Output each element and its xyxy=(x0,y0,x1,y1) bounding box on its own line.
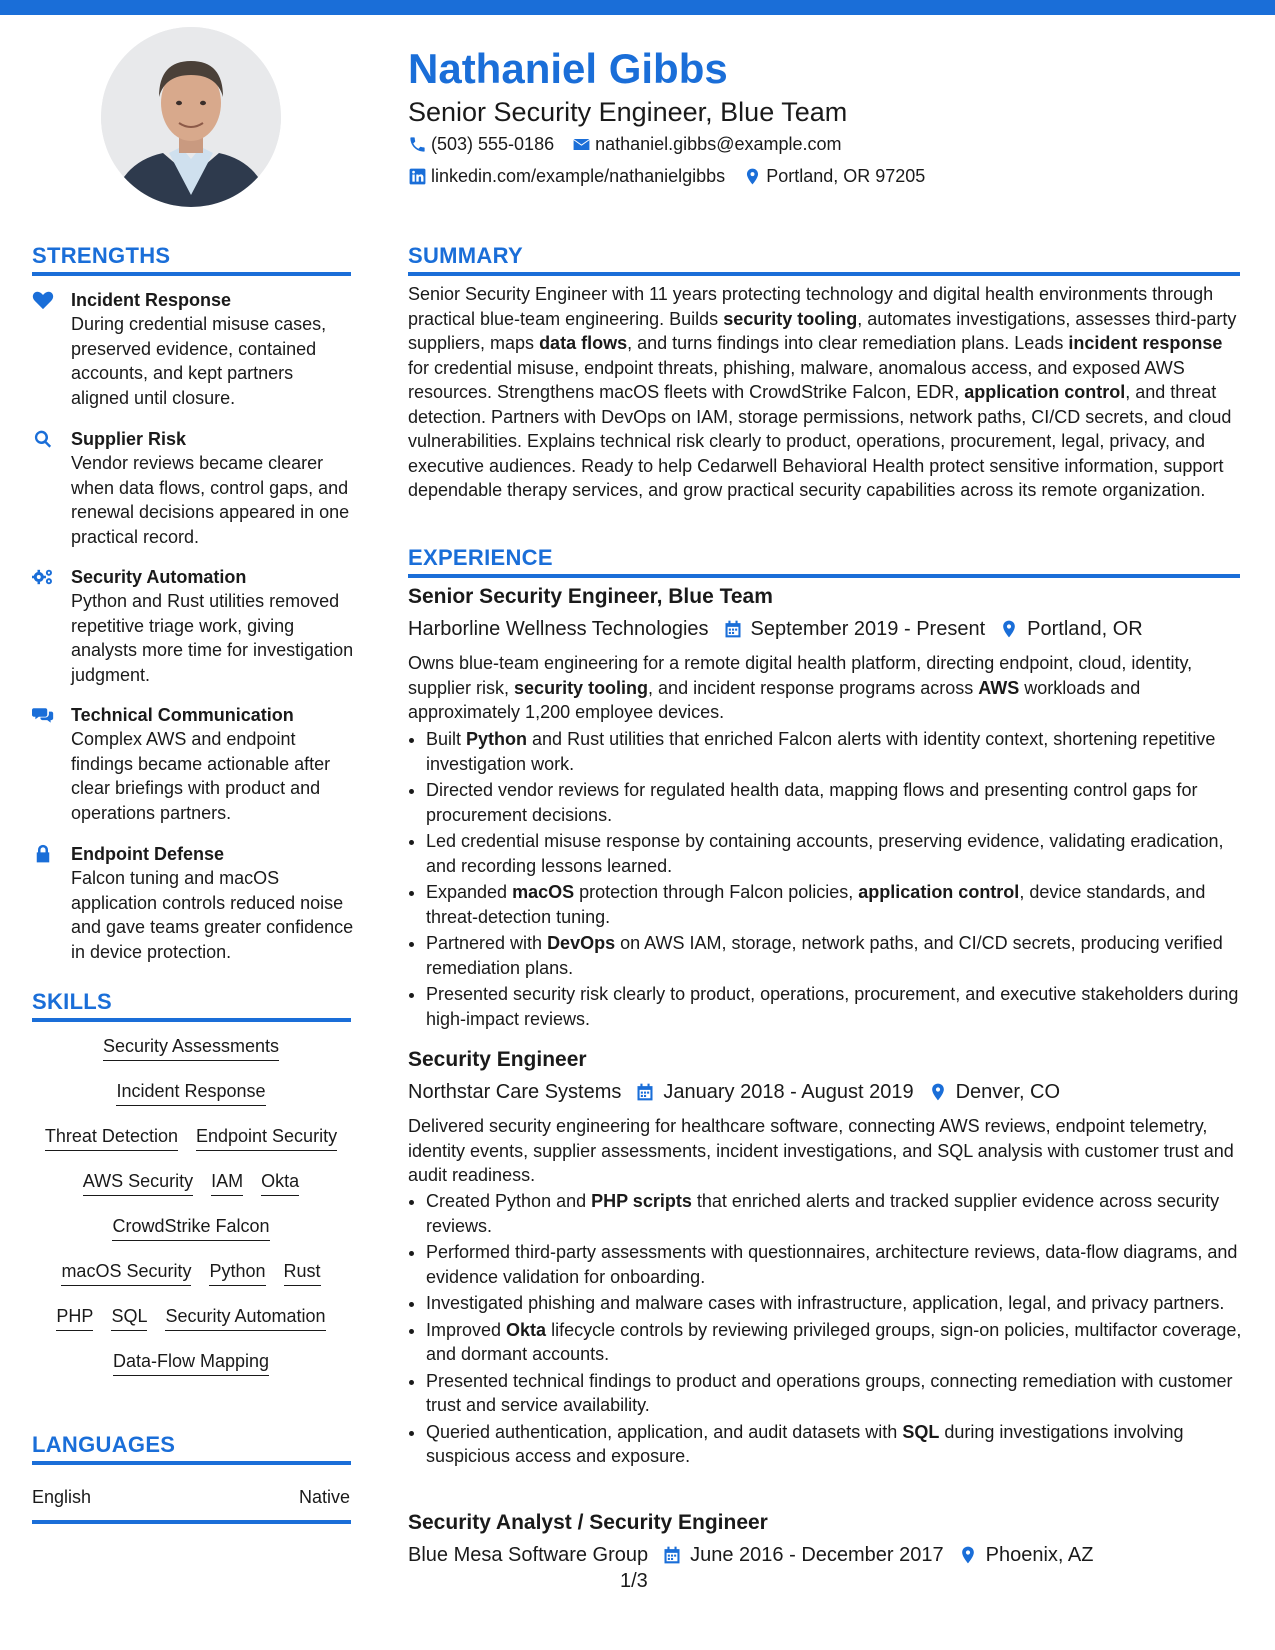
summary-heading: SUMMARY xyxy=(408,243,523,268)
job-bullet xyxy=(426,1369,1258,1418)
job-title: Security Engineer xyxy=(408,1048,587,1071)
summary-rule xyxy=(408,272,1240,276)
text-run: Senior Security Engineer with 11 years protecting technology and digital health environments through practical blue-team engineering. Builds xyxy=(408,284,1214,329)
strength-title: Endpoint Defense xyxy=(71,844,225,864)
job-location: Denver, CO xyxy=(955,1081,1061,1103)
text-run: Investigated phishing and malware cases with infrastructure, application, legal, and privacy partners. xyxy=(426,1293,1225,1313)
search-icon xyxy=(32,429,54,449)
phone-icon xyxy=(408,135,427,154)
text-run: and Rust utilities that enriched Falcon alerts with identity context, shortening repetitive investigation work. xyxy=(426,729,1216,774)
language-name: English xyxy=(32,1487,92,1507)
text-run: Led credential misuse response by containing accounts, preserving evidence, validating eradication, and recording lessons learned. xyxy=(426,831,1224,876)
job-bullet xyxy=(426,727,1258,776)
text-run: Delivered security engineering for healthcare software, connecting AWS reviews, endpoint telemetry, identity events, supplier assessments, incident investigations, and SQL analysis with customer trust and audit readiness. xyxy=(408,1116,1234,1185)
job-meta xyxy=(408,1542,1093,1568)
skill-tag: Threat Detection xyxy=(45,1124,178,1151)
phone-text: (503) 555-0186 xyxy=(431,134,555,154)
skill-tag: Rust xyxy=(284,1259,321,1286)
location-text: Portland, OR 97205 xyxy=(766,166,926,186)
job-description xyxy=(408,1114,1240,1188)
text-run: Built xyxy=(426,729,467,749)
text-run: Queried authentication, application, and audit datasets with xyxy=(426,1421,903,1442)
text-run: Improved xyxy=(426,1319,507,1340)
language-row xyxy=(32,1487,350,1508)
comments-icon xyxy=(32,705,54,725)
text-run: for credential misuse, endpoint threats, phishing, malware, anomalous access, and exposed AWS resources. Strengthens macOS fleets with CrowdStrike Falcon, EDR, xyxy=(408,357,1185,402)
job-bullets xyxy=(408,727,1258,1033)
page-number: 1/3 xyxy=(620,1570,648,1592)
job-bullet xyxy=(426,931,1258,980)
job-title: Security Analyst / Security Engineer xyxy=(408,1511,768,1534)
map-pin-icon xyxy=(743,167,762,186)
job-dates: June 2016 - December 2017 xyxy=(690,1544,944,1566)
skill-tag: PHP xyxy=(56,1304,93,1331)
strength-desc: Python and Rust utilities removed repetitive triage work, giving analysts more time for investigation judgment. xyxy=(71,591,354,685)
text-run: Performed third-party assessments with questionnaires, architecture reviews, data-flow diagrams, and evidence validation for onboarding. xyxy=(426,1242,1238,1287)
job-bullet xyxy=(426,1291,1258,1316)
skill-tag: Incident Response xyxy=(116,1079,265,1106)
strength-title: Security Automation xyxy=(71,567,247,587)
languages-heading: LANGUAGES xyxy=(32,1432,176,1457)
text-run: Presented security risk clearly to product, operations, procurement, and executive stakeholders during high-impact reviews. xyxy=(426,984,1239,1029)
job-bullet xyxy=(426,1420,1258,1469)
bold-keyword: data flows xyxy=(539,333,628,353)
experience-rule xyxy=(408,574,1240,578)
job-meta xyxy=(408,1079,1060,1105)
skill-tag: IAM xyxy=(211,1169,243,1196)
experience-heading: EXPERIENCE xyxy=(408,545,553,570)
map-pin-icon xyxy=(999,619,1019,639)
strength-desc: Falcon tuning and macOS application controls reduced noise and gave teams greater confidence in device protection. xyxy=(71,868,354,962)
contact-row-2 xyxy=(408,166,943,187)
job-bullet xyxy=(426,880,1258,929)
text-run: Directed vendor reviews for regulated health data, mapping flows and presenting control gaps for procurement decisions. xyxy=(426,780,1198,825)
job-bullet xyxy=(426,829,1258,878)
text-run: Owns blue-team engineering for a remote digital health platform, directing endpoint, cloud, identity, supplier risk, xyxy=(408,653,1193,698)
linkedin-icon xyxy=(408,167,427,186)
skill-tag: Security Automation xyxy=(165,1304,325,1331)
text-run: lifecycle controls by reviewing privileged groups, sign-on policies, multifactor coverage, and dormant accounts. xyxy=(426,1319,1242,1364)
bold-keyword: SQL xyxy=(902,1421,940,1442)
job-dates: September 2019 - Present xyxy=(750,618,986,640)
profile-photo xyxy=(101,27,281,207)
linkedin-contact[interactable] xyxy=(408,166,725,187)
bold-keyword: security tooling xyxy=(723,308,858,329)
skill-tag: Security Assessments xyxy=(103,1034,279,1061)
calendar-icon xyxy=(723,619,743,639)
strength-desc: Complex AWS and endpoint findings became actionable after clear briefings with product and operations partners. xyxy=(71,729,331,823)
text-run: workloads and approximately 1,200 employee devices. xyxy=(408,677,1141,722)
envelope-icon xyxy=(572,135,591,154)
bold-keyword: security tooling xyxy=(514,677,649,698)
languages-bottom-rule xyxy=(32,1520,351,1524)
language-level: Native xyxy=(298,1487,350,1507)
email-text[interactable]: nathaniel.gibbs@example.com xyxy=(595,134,842,154)
location-contact xyxy=(743,166,925,187)
job-company: Northstar Care Systems xyxy=(408,1081,622,1103)
skills-list xyxy=(32,1034,350,1394)
text-run: Expanded xyxy=(426,882,513,902)
job-company: Blue Mesa Software Group xyxy=(408,1544,649,1566)
skill-tag: Okta xyxy=(261,1169,299,1196)
linkedin-text[interactable]: linkedin.com/example/nathanielgibbs xyxy=(431,166,726,186)
skill-tag: macOS Security xyxy=(61,1259,191,1286)
skills-row xyxy=(32,1079,350,1124)
text-run: Partnered with xyxy=(426,933,548,953)
job-bullet xyxy=(426,1189,1258,1238)
bold-keyword: application control xyxy=(858,882,1020,902)
skills-row xyxy=(32,1304,350,1349)
bold-keyword: AWS xyxy=(978,677,1020,698)
skill-tag: CrowdStrike Falcon xyxy=(112,1214,269,1241)
job-dates: January 2018 - August 2019 xyxy=(663,1081,914,1103)
email-contact[interactable] xyxy=(572,134,841,155)
candidate-title: Senior Security Engineer, Blue Team xyxy=(408,97,848,127)
job-company: Harborline Wellness Technologies xyxy=(408,618,709,640)
bold-keyword: Python xyxy=(466,729,528,749)
skill-tag: Endpoint Security xyxy=(196,1124,337,1151)
strength-desc: During credential misuse cases, preserved evidence, contained accounts, and kept partners aligned until closure. xyxy=(71,314,327,408)
summary-text xyxy=(408,282,1240,503)
job-bullet xyxy=(426,1240,1258,1289)
calendar-icon xyxy=(662,1545,682,1565)
phone-contact xyxy=(408,134,554,155)
strength-title: Incident Response xyxy=(71,290,232,310)
skill-tag: Data-Flow Mapping xyxy=(113,1349,269,1376)
skills-heading: SKILLS xyxy=(32,989,113,1014)
text-run: , device standards, and threat-detection tuning. xyxy=(426,882,1206,927)
lock-icon xyxy=(32,844,54,864)
strength-title: Supplier Risk xyxy=(71,429,187,449)
candidate-name: Nathaniel Gibbs xyxy=(408,45,728,92)
skills-row xyxy=(32,1259,350,1304)
map-pin-icon xyxy=(928,1082,948,1102)
job-bullet xyxy=(426,778,1258,827)
skills-rule xyxy=(32,1018,351,1022)
map-pin-icon xyxy=(958,1545,978,1565)
bold-keyword: application control xyxy=(964,382,1126,402)
gears-icon xyxy=(32,567,54,587)
skills-row xyxy=(32,1349,350,1394)
strength-title: Technical Communication xyxy=(71,705,294,725)
skill-tag: AWS Security xyxy=(83,1169,193,1196)
skills-row xyxy=(32,1214,350,1259)
top-accent-bar xyxy=(0,0,1275,15)
skill-tag: SQL xyxy=(111,1304,147,1331)
job-location: Portland, OR xyxy=(1027,618,1143,640)
calendar-icon xyxy=(635,1082,655,1102)
strength-desc: Vendor reviews became clearer when data flows, control gaps, and renewal decisions appeared in one practical record. xyxy=(71,453,350,547)
bold-keyword: PHP scripts xyxy=(591,1191,692,1211)
text-run: protection through Falcon policies, xyxy=(574,882,859,902)
job-title: Senior Security Engineer, Blue Team xyxy=(408,585,773,608)
job-meta xyxy=(408,616,1143,642)
job-description xyxy=(408,651,1240,725)
job-bullet xyxy=(426,982,1258,1031)
strengths-heading: STRENGTHS xyxy=(32,243,171,268)
job-location: Phoenix, AZ xyxy=(985,1544,1094,1566)
skills-row xyxy=(32,1034,350,1079)
bold-keyword: incident response xyxy=(1068,333,1223,353)
text-run: on AWS IAM, storage, network paths, and CI/CD secrets, producing verified remediation plans. xyxy=(426,933,1223,978)
contact-row-1 xyxy=(408,134,860,155)
heart-icon xyxy=(32,290,54,310)
text-run: , and incident response programs across xyxy=(648,677,979,698)
text-run: that enriched alerts and tracked supplier evidence across security reviews. xyxy=(426,1191,1220,1236)
skill-tag: Python xyxy=(209,1259,265,1286)
job-bullet xyxy=(426,1318,1258,1367)
skills-row xyxy=(32,1124,350,1169)
languages-rule xyxy=(32,1461,351,1465)
bold-keyword: macOS xyxy=(512,882,575,902)
job-bullets xyxy=(408,1189,1258,1471)
bold-keyword: Okta xyxy=(506,1319,547,1340)
strengths-rule xyxy=(32,272,351,276)
text-run: Presented technical findings to product and operations groups, connecting remediation with customer trust and service availability. xyxy=(426,1370,1233,1415)
skills-row xyxy=(32,1169,350,1214)
bold-keyword: DevOps xyxy=(547,933,616,953)
text-run: Created Python and xyxy=(426,1191,592,1211)
text-run: , automates investigations, assesses third-party suppliers, maps xyxy=(408,308,1237,353)
text-run: , and threat detection. Partners with DevOps on IAM, storage permissions, network paths, CI/CD secrets, and cloud vulnerabilities. Explains technical risk clearly to product, operations, procurement, legal, privacy, and executive audiences. Ready to help Cedarwell Behavioral Health protect sensitive information, support dependable therapy services, and grow practical security capabilities across its remote organization. xyxy=(408,382,1232,500)
text-run: during investigations involving suspicious access and exposure. xyxy=(426,1421,1184,1466)
text-run: , and turns findings into clear remediation plans. Leads xyxy=(627,333,1069,353)
